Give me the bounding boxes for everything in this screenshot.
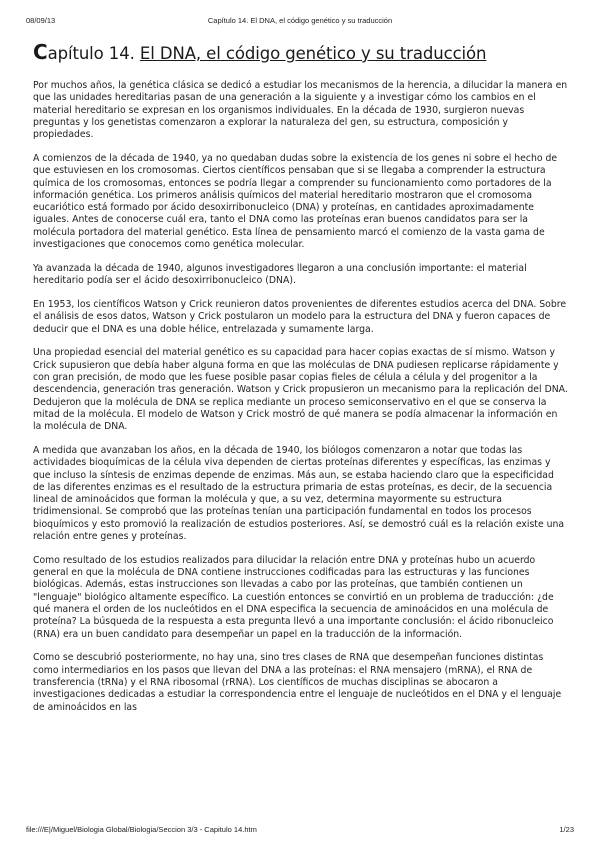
paragraph: A medida que avanzaban los años, en la década de 1940, los biólogos comenzaron a notar que todas las actividades bioquímicas de la célula viva dependen de ciertas proteínas diferentes y específicas, las enzimas y que incluso la síntesis de enzimas depende de enzimas. Más aun, se estaba haciendo claro que la especificidad de las diferentes enzimas es el resultado de la estructura primaria de estas proteínas, es decir, de la secuencia lineal de aminoácidos que forman la molécula y que, a su vez, determina mayormente su estructura tridimensional. Se comprobó que las proteínas tenían una participación fundamental en todos los procesos bioquímicos y esto promovió la realización de estudios posteriores. Así, se demostró cuál es la relación existe una relación entre genes y proteínas. — [33, 444, 565, 542]
document-body — [33, 40, 568, 725]
paragraph: Como resultado de los estudios realizados para dilucidar la relación entre DNA y proteínas hubo un acuerdo general en que la molécula de DNA contiene instrucciones codificadas para las estructuras y las funciones biológicas. Además, estas instrucciones son llevadas a cabo por las proteínas, que también contienen un "lenguaje" biológico altamente específico. La cuestión entonces se convirtió en un problema de traducción: ¿de qué manera el orden de los nucleótidos en el DNA especifica la secuencia de aminoácidos en una molécula de proteína? La búsqueda de la respuesta a esta pregunta llevó a una importante conclusión: el ácido ribonucleico (RNA) era un buen candidato para desempeñar un papel en la traducción de la información. — [33, 554, 554, 640]
print-header — [26, 16, 574, 25]
paragraph: Ya avanzada la década de 1940, algunos investigadores llegaron a una conclusión importante: el material hereditario podía ser el ácido desoxirribonucleico (DNA). — [33, 262, 527, 287]
file-path: file:///E|/Miguel/Biologia Global/Biologia/Seccion 3/3 - Capitulo 14.htm — [26, 825, 257, 834]
heading-chapter-number: apítulo 14 — [47, 44, 130, 63]
heading-title-link[interactable]: El DNA, el código genético y su traducción — [139, 44, 487, 63]
paragraph: Como se descubrió posteriormente, no hay una, sino tres clases de RNA que desempeñan funciones distintas como intermediarios en los pasos que llevan del DNA a las proteínas: el RNA mensajero (mRNA), el RNA de transferencia (tRNa) y el RNA ribosomal (rRNA). Los científicos de muchas disciplinas se abocaron a investigaciones dedicadas a estudiar la correspondencia entre el lenguaje de nucleótidos en el DNA y el lenguaje de aminoácidos en las — [33, 652, 562, 713]
print-page-title: Capítulo 14. El DNA, el código genético y su traducción — [207, 16, 393, 25]
paragraph: Por muchos años, la genética clásica se dedicó a estudiar los mecanismos de la herencia, a dilucidar la manera en que las unidades hereditarias pasan de una generación a la siguiente y a investigar cómo los cambios en el material hereditario se expresan en los organismos individuales. En la década de 1930, surgieron nuevas preguntas y los genetistas comenzaron a explorar la naturaleza del gen, su estructura, composición y propiedades. — [33, 80, 568, 141]
print-footer — [26, 825, 574, 834]
paragraph: En 1953, los científicos Watson y Crick reunieron datos provenientes de diferentes estudios acerca del DNA. Sobre el análisis de esos datos, Watson y Crick postularon un modelo para la estructura del DNA y fueron capaces de deducir que el DNA es una doble hélice, entrelazada y sumamente larga. — [33, 298, 567, 335]
page-number: 1/23 — [559, 825, 574, 834]
chapter-heading — [33, 40, 568, 64]
paragraph: Una propiedad esencial del material genético es su capacidad para hacer copias exactas de sí mismo. Watson y Crick supusieron que debía haber alguna forma en que las moléculas de DNA pudiesen replicarse rápidamente y con gran precisión, de modo que les fuese posible pasar copias fieles de célula a célula y del progenitor a la descendencia, generación tras generación. Watson y Crick propusieron un mecanismo para la replicación del DNA. Dedujeron que la molécula de DNA se replica mediante un proceso semiconservativo en el que se conserva la mitad de la molécula. El modelo de Watson y Crick mostró de qué manera se podía almacenar la información en la molécula de DNA. — [33, 347, 568, 433]
heading-separator: . — [129, 44, 140, 63]
heading-initial: C — [33, 40, 48, 64]
paragraph: A comienzos de la década de 1940, ya no quedaban dudas sobre la existencia de los genes ni sobre el hecho de que estuviesen en los cromosomas. Ciertos científicos pensaban que si se llegaba a comprender la estructura química de los cromosomas, entonces se podría llegar a comprender su funcionamiento como portadores de la información genética. Los primeros análisis químicos del material hereditario mostraron que el cromosoma eucariótico está formado por ácido desoxirribonucleico (DNA) y proteínas, en cantidades aproximadamente iguales. Antes de conocerse cuál era, tanto el DNA como las proteínas eran buenos candidatos para ser la molécula portadora del material genético. Esta línea de pensamiento marcó el comienzo de la vasta gama de investigaciones que conocemos como genética molecular. — [33, 152, 558, 251]
print-date: 08/09/13 — [26, 16, 56, 25]
